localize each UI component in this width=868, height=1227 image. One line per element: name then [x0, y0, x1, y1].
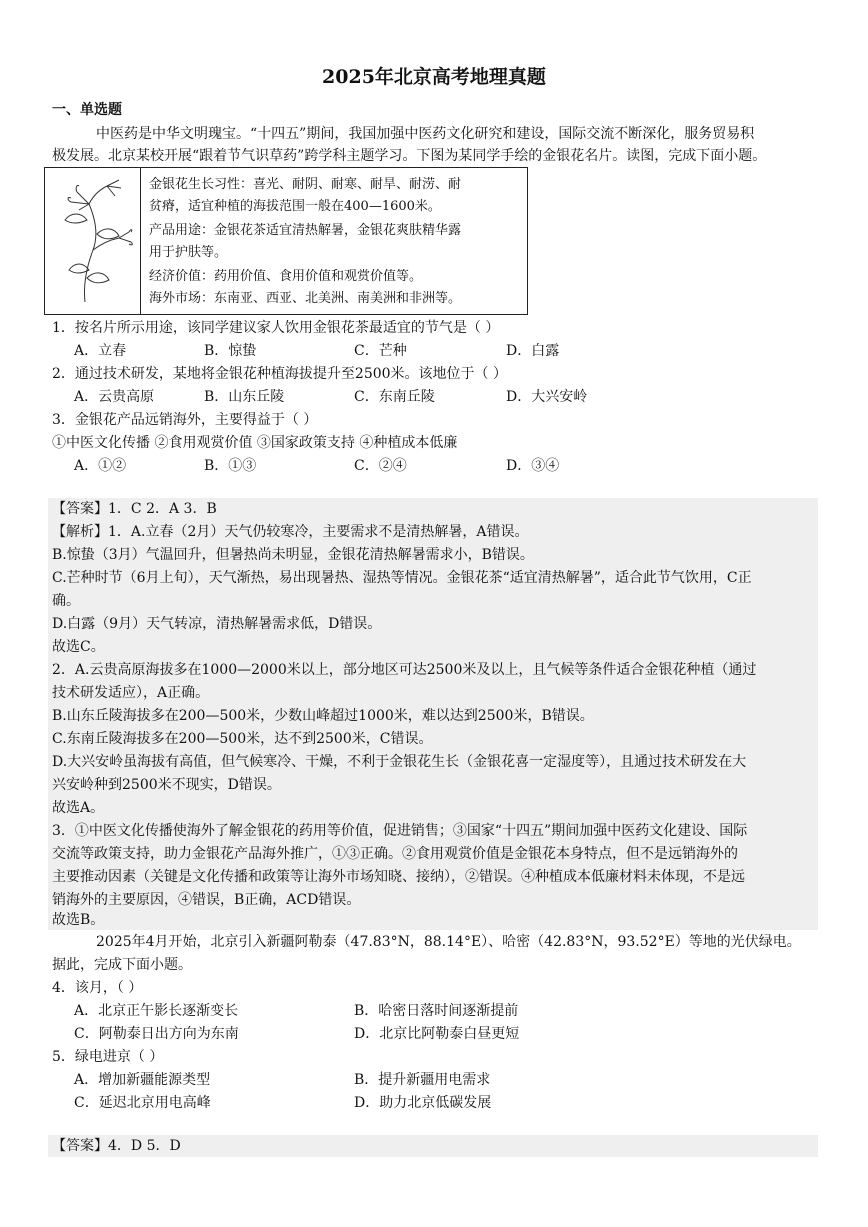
question-5-option[interactable]: A．增加新疆能源类型: [74, 1072, 211, 1088]
question-4-option[interactable]: C．阿勒泰日出方向为东南: [74, 1026, 239, 1042]
card-line: 金银花生长习性：喜光、耐阴、耐寒、耐旱、耐涝、耐: [149, 177, 462, 192]
page-title: 2025年北京高考地理真题: [322, 66, 546, 88]
analysis-line: B.山东丘陵海拔多在200—500米，少数山峰超过1000米，难以达到2500米，B错误。: [52, 708, 594, 724]
analysis-line: D.白露（9月）天气转凉，清热解暑需求低，D错误。: [52, 616, 382, 632]
question-4-option[interactable]: A．北京正午影长逐渐变长: [74, 1003, 239, 1019]
question-1-option[interactable]: D．白露: [506, 343, 560, 359]
question-1-option[interactable]: B．惊蛰: [204, 343, 257, 359]
card-line: 用于护肤等。: [149, 245, 228, 260]
question-4-option[interactable]: D．北京比阿勒泰白昼更短: [354, 1026, 520, 1042]
question-2-option[interactable]: D．大兴安岭: [506, 389, 588, 405]
question-3-option[interactable]: D．③④: [506, 458, 560, 474]
intro-paragraph-line: 中医药是中华文明瑰宝。“十四五”期间，我国加强中医药文化研究和建设，国际交流不断深化，服务贸易积: [96, 126, 755, 142]
question-2-option[interactable]: B．山东丘陵: [204, 389, 285, 405]
intro-paragraph-line: 2025年4月开始，北京引入新疆阿勒泰（47.83°N，88.14°E）、哈密（42.83°N，93.52°E）等地的光伏绿电。: [96, 934, 801, 950]
question-3-choices: ①中医文化传播 ②食用观赏价值 ③国家政策支持 ④种植成本低廉: [52, 435, 458, 451]
answer-line: 【答案】1．C 2．A 3．B: [52, 501, 217, 517]
card-line: 产品用途：金银花茶适宜清热解暑，金银花爽肤精华露: [149, 223, 462, 238]
question-3-option[interactable]: A．①②: [74, 458, 127, 474]
question-3-stem: 3．金银花产品远销海外，主要得益于（ ）: [52, 412, 318, 428]
analysis-line: 故选A。: [52, 800, 105, 816]
question-5-option[interactable]: B．提升新疆用电需求: [354, 1072, 491, 1088]
section-heading: 一、单选题: [52, 102, 122, 118]
analysis-line: 技术研发适应），A正确。: [52, 685, 210, 701]
analysis-line: 确。: [52, 593, 80, 609]
analysis-line: 主要推动因素（关键是文化传播和政策等让海外市场知晓、接纳），②错误。④种植成本低廉材料未体现，不是远: [52, 869, 745, 885]
question-3-option[interactable]: C．②④: [354, 458, 407, 474]
card-line: 经济价值：药用价值、食用价值和观赏价值等。: [149, 269, 423, 284]
question-3-option[interactable]: B．①③: [204, 458, 257, 474]
question-4-stem: 4．该月，（ ）: [52, 980, 143, 996]
analysis-line: B.惊蛰（3月）气温回升，但暑热尚未明显，金银花清热解暑需求小，B错误。: [52, 547, 534, 563]
card-divider: [140, 168, 141, 314]
analysis-line: 交流等政策支持，助力金银花产品海外推广，①③正确。②食用观赏价值是金银花本身特点，但不是远销海外的: [52, 846, 738, 862]
honeysuckle-card: [44, 167, 528, 315]
analysis-line: 3．①中医文化传播使海外了解金银花的药用等价值，促进销售；③国家“十四五”期间加强中医药文化建设、国际: [52, 823, 748, 839]
intro-paragraph-line: 极发展。北京某校开展“跟着节气识草药”跨学科主题学习。下图为某同学手绘的金银花名片。读图，完成下面小题。: [52, 148, 767, 164]
analysis-line: D.大兴安岭虽海拔有高值，但气候寒冷、干燥，不利于金银花生长（金银花喜一定湿度等），且通过技术研发在大: [52, 754, 747, 770]
analysis-line: C.东南丘陵海拔多在200—500米，达不到2500米，C错误。: [52, 731, 433, 747]
question-2-option[interactable]: A．云贵高原: [74, 389, 155, 405]
analysis-line: C.芒种时节（6月上旬），天气渐热，易出现暑热、湿热等情况。金银花茶“适宜清热解暑”，适合此节气饮用，C正: [52, 570, 752, 586]
question-1-stem: 1．按名片所示用途，该同学建议家人饮用金银花茶最适宜的节气是（ ）: [52, 320, 500, 336]
question-5-stem: 5．绿电进京（ ）: [52, 1049, 164, 1065]
question-5-option[interactable]: C．延迟北京用电高峰: [74, 1095, 211, 1111]
question-2-option[interactable]: C．东南丘陵: [354, 389, 435, 405]
question-2-stem: 2．通过技术研发，某地将金银花种植海拔提升至2500米。该地位于（ ）: [52, 366, 507, 382]
analysis-line: 【解析】1．A.立春（2月）天气仍较寒冷，主要需求不是清热解暑，A错误。: [52, 524, 529, 540]
analysis-line: 故选B。: [52, 912, 105, 928]
analysis-line: 销海外的主要原因，④错误，B正确，ACD错误。: [52, 892, 361, 908]
card-line: 贫瘠，适宜种植的海拔范围一般在400—1600米。: [149, 199, 441, 214]
answer-line: 【答案】4．D 5．D: [52, 1138, 181, 1154]
question-4-option[interactable]: B．哈密日落时间逐渐提前: [354, 1003, 519, 1019]
question-1-option[interactable]: C．芒种: [354, 343, 407, 359]
intro-paragraph-line: 据此，完成下面小题。: [52, 957, 192, 973]
analysis-line: 兴安岭种到2500米不现实，D错误。: [52, 777, 281, 793]
honeysuckle-drawing-icon: [49, 174, 137, 310]
card-line: 海外市场：东南亚、西亚、北美洲、南美洲和非洲等。: [149, 291, 462, 306]
analysis-line: 2．A.云贵高原海拔多在1000—2000米以上，部分地区可达2500米及以上，且气候等条件适合金银花种植（通过: [52, 662, 757, 678]
question-5-option[interactable]: D．助力北京低碳发展: [354, 1095, 492, 1111]
question-1-option[interactable]: A．立春: [74, 343, 127, 359]
analysis-line: 故选C。: [52, 639, 105, 655]
